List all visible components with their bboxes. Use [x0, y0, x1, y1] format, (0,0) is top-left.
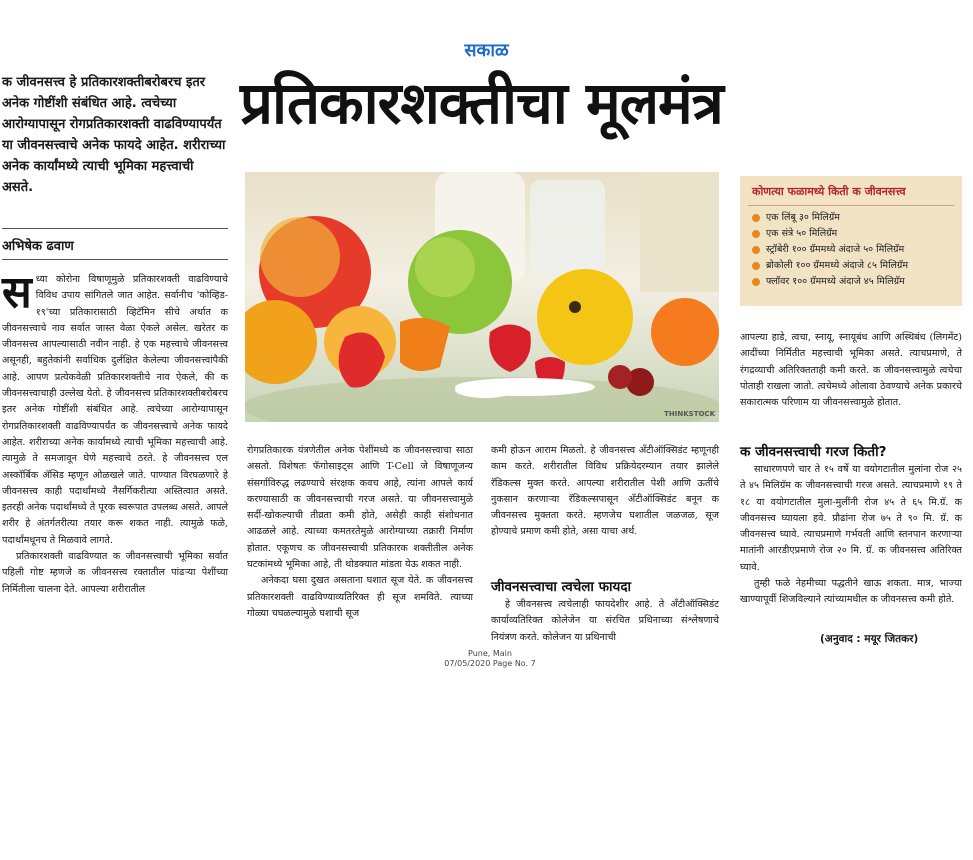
vitamin-c-infobox [740, 176, 962, 306]
column-2-paragraph-2: अनेकदा घसा दुखत असताना घशात सूज येते. क जीवनसत्त्व प्रतिकारशक्ती वाढविण्याव्यतिरिक्त ही सूज शमविते. त्याच्या गोळ्या चघळल्यामुळे घशाची सूज [247, 575, 473, 619]
article-column-4 [740, 330, 962, 411]
article-column-1 [2, 267, 228, 598]
article-column-3 [491, 443, 719, 541]
infobox-divider [748, 205, 954, 206]
column-1-paragraph-2: प्रतिकारशक्ती वाढविण्यात क जीवनसत्त्वाची भूमिका सर्वात पहिली गोष्ट म्हणजे क जीवनसत्त्व रक्तातील पांढऱ्या पेशींच्या निर्मितीला चालना देते. आपल्या शरीरातील [2, 551, 228, 595]
bullet-icon [752, 262, 760, 270]
infobox-list [740, 210, 962, 290]
article-column-2 [247, 443, 473, 622]
author-byline: अभिषेक ढवाण [2, 239, 74, 254]
drop-cap: स [2, 267, 32, 318]
intro-divider [2, 228, 228, 229]
edition-name: Pune, Main [468, 649, 512, 658]
bullet-icon [752, 278, 760, 286]
photo-credit: THINKSTOCK [664, 410, 715, 418]
fruit-illustration [245, 172, 719, 422]
bullet-icon [752, 230, 760, 238]
byline-divider [2, 259, 228, 260]
edition-dateline [410, 649, 570, 669]
infobox-item: स्ट्रॉबेरी १०० ग्रॅममध्ये अंदाजे ५० मिलिग्रॅम [752, 242, 962, 258]
column-2-paragraph-1: रोगप्रतिकारक यंत्रणेतील अनेक पेशींमध्ये क जीवनसत्त्वाचा साठा असतो. विशेषतः फॅगोसाइट्स आणि T-Cell जे विषाणूजन्य संसर्गाविरुद्ध लढण्याचे संरक्षक कवच आहे, त्यांना आपले कार्य करण्यासाठी क जीवनसत्त्वाची गरज असते. या जीवनसत्त्वामुळे सर्दी-खोकल्याची तीव्रता कमी होते, असेही काही संशोधनात आढळले आहे. त्याच्या कमतरतेमुळे आरोग्याच्या तक्रारी निर्माण होतात. एकूणच क जीवनसत्त्वाची प्रतिकारक शक्तीतील अनेक घटकांमध्ये भूमिका आहे, ती थोडक्यात मांडता येऊ शकत नाही. [247, 445, 473, 571]
requirement-subheading: क जीवनसत्त्वाची गरज किती? [740, 444, 887, 460]
infobox-item: फ्लॉवर १०० ग्रॅममध्ये अंदाजे ४५ मिलिग्रॅम [752, 274, 962, 290]
intro-blurb: क जीवनसत्त्व हे प्रतिकारशक्तीबरोबरच इतर अनेक गोष्टींशी संबंधित आहे. त्वचेच्या आरोग्यापासून रोगप्रतिकारशक्ती वाढविण्यापर्यंत या जीवनसत्त्वाचे अनेक फायदे आहेत. शरीराच्या अनेक कार्यांमध्ये त्याची भूमिका महत्त्वाची असते. [2, 75, 226, 195]
column-3-paragraph-2: हे जीवनसत्त्व त्वचेलाही फायदेशीर आहे. ते अँटीऑक्सिडंट कार्याव्यतिरिक्त कोलेजेन या संरचित प्रथिनाच्या संश्लेषणाचे नियंत्रण करते. कोलेजन या प्रथिनाची [491, 599, 719, 643]
translation-credit: (अनुवाद : मयूर जितकर) [820, 633, 919, 645]
infobox-item: ब्रोकोली १०० ग्रॅममध्ये अंदाजे ८५ मिलिग्रॅम [752, 258, 962, 274]
column-1-paragraph-1: ध्या कोरोना विषाणूमुळे प्रतिकारशक्ती वाढविण्याचे विविध उपाय सांगितले जात आहेत. सर्वानीच 'कोव्हिड- १९'च्या प्रतिकारासाठी व्हिटॅमिन सीचे अर्थात क जीवनसत्त्वाचे नाव सर्वात जास्त वेळा ऐकले असेल. खरेतर क जीवनसत्त्व आपल्यासाठी नवीन नाही. हे एक महत्त्वाचे जीवनसत्त्व असूनही, बहुतेकांनी सर्वाधिक दुर्लक्षित केलेल्या जीवनसत्त्वांपैकी आहे. आपण प्रत्येकवेळी प्रतिकारशक्तीचे नाव ऐकले, की क जीवनसत्त्वाचाही उल्लेख येतो. हे जीवनसत्त्व प्रतिकारशक्तीबरोबरच इतर अनेक गोष्टींशी संबंधित आहे. त्वचेच्या आरोग्यापासून रोगप्रतिकारशक्ती वाढविण्यापर्यंत क जीवनसत्त्वाचे अनेक फायदे आहेत. शरीराच्या अनेक कार्यांमध्ये त्याची भूमिका महत्त्वाची आहे. त्यामुळे ते समजावून घेणे महत्त्वाचे ठरते. हे जीवनसत्त्व एल अस्कॉर्बिक ॲसिड म्हणून ओळखले जाते. पाण्यात विरघळणारे हे जीवनसत्त्व काही पदार्थांमध्ये नैसर्गिकरीत्या अस्तित्वात असते. इतरही अनेक पदार्थांमध्ये ते पूरक स्वरूपात उपलब्ध असते. आपले शरीर हे अंतर्गतरीत्या तयार करू शकत नाही. त्यामुळे फळे, पदार्थांमधूनच ते मिळवावे लागते. [2, 274, 228, 546]
bullet-icon [752, 246, 760, 254]
infobox-item: एक लिंबू ३० मिलिग्रॅम [752, 210, 962, 226]
infobox-item: एक संत्रे ५० मिलिग्रॅम [752, 226, 962, 242]
masthead-logo: सकाळ [464, 40, 509, 61]
bullet-icon [752, 214, 760, 222]
column-3-paragraph-1: कमी होऊन आराम मिळतो. हे जीवनसत्त्व अँटीऑक्सिडंट म्हणूनही काम करते. शरीरातील विविध प्रक्रियेदरम्यान तयार झालेले रॅडिकल्स मुक्त करते. आपल्या शरीरातील पेशी आणि ऊतींचे नुकसान करणाऱ्या रॅडिकल्सपासून अँटीऑक्सिडंट बनून क जीवनसत्त्व मुक्तता करते. म्हणजेच घशातील जळजळ, सूज होण्याचे प्रमाण कमी होते, असा याचा अर्थ. [491, 445, 719, 538]
fruit-photo [245, 172, 719, 422]
article-column-3-cont [491, 597, 719, 646]
page-headline: प्रतिकारशक्तीचा मूलमंत्र [240, 69, 723, 137]
skin-benefit-subheading: जीवनसत्त्वाचा त्वचेला फायदा [491, 579, 632, 595]
column-4-paragraph-1: आपल्या हाडे, त्वचा, स्नायू, स्नायूबंध आणि अस्थिबंध (लिगमेंट) आदींच्या निर्मितीत महत्त्वाची भूमिका असते. त्याचप्रमाणे, ते रंगद्रव्याची अतिरिक्तताही कमी करते. क जीवनसत्त्वामुळे त्वचेचा पोताही राखला जातो. त्वचेमध्ये ओलावा ठेवण्याचे अनेक प्रकारचे सकारात्मक परिणाम या जीवनसत्त्वामुळे होतात. [740, 332, 962, 409]
edition-date-page: 07/05/2020 Page No. 7 [444, 659, 536, 668]
column-4-paragraph-2: साधारणपणे चार ते १५ वर्षे या वयोगटातील मुलांना रोज २५ ते ४५ मिलिग्रॅम क जीवनसत्त्वाची गरज असते. त्याचप्रमाणे १९ ते १८ या वयोगटातील मुला-मुलींनी रोज ४५ ते ६५ मि.ग्रॅ. क जीवनसत्त्व घ्यायला हवे. प्रौढांना रोज ७५ ते ९० मि. ग्रॅ. क जीवनसत्त्व घ्यावे. त्याचप्रमाणे गर्भवती आणि स्तनपान करणाऱ्या मातांनी आरडीएप्रमाणे रोज २० मि. ग्रॅ. क जीवनसत्त्व अतिरिक्त घ्यावे. [740, 464, 962, 573]
infobox-title: कोणत्या फळामध्ये किती क जीवनसत्त्व [752, 185, 906, 198]
column-4-paragraph-3: तुम्ही फळे नेहमीच्या पद्धतीने खाऊ शकता. मात्र, भाज्या खाण्यापूर्वी शिजविल्याने त्यांच्यामधील क जीवनसत्त्व कमी होते. [740, 578, 962, 606]
article-column-4-cont [740, 462, 962, 609]
